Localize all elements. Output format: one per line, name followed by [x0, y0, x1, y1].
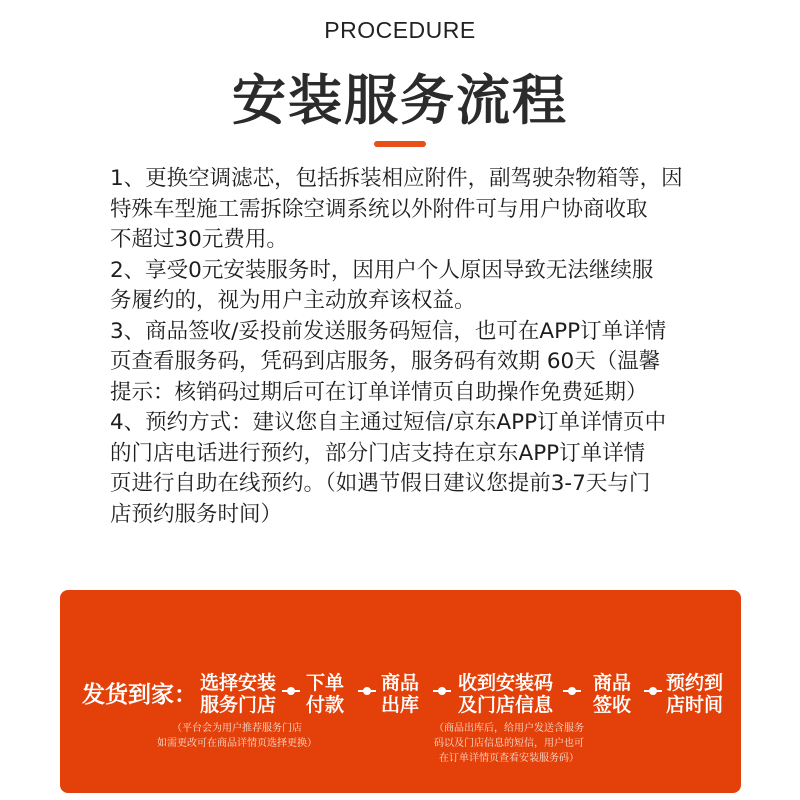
procedure-step-1: 1、更换空调滤芯，包括拆装相应附件，副驾驶杂物箱等，因 特殊车型施工需拆除空调系统以外附件可与用户协商收取 不超过30元费用。: [110, 166, 683, 252]
procedure-list: [110, 164, 700, 530]
procedure-step-3: 3、商品签收/妥投前发送服务码短信，也可在APP订单详情 页查看服务码，凭码到店服务，服务码有效期 60天（温馨 提示：核销码过期后可在订单详情页自助操作免费延期）: [110, 318, 667, 405]
flow-lead-label: 发货到家：: [82, 682, 197, 708]
flow-step-select-store: 选择安装 服务门店: [200, 672, 277, 716]
flow-connector-dot-icon: [433, 690, 451, 692]
flow-step-receive-code: 收到安装码 及门店信息: [458, 672, 554, 716]
flow-note-store: （平台会为用户推荐服务门店 如需更改可在商品详情页选择更换）: [157, 723, 317, 749]
flow-connector-dot-icon: [563, 690, 581, 692]
delivery-flow-banner: [60, 590, 741, 793]
title-underline: [374, 141, 426, 147]
flow-step-ship-out: 商品 出库: [381, 672, 420, 716]
flow-connector-dot-icon: [358, 690, 376, 692]
flow-step-order-pay: 下单 付款: [306, 672, 345, 716]
section-eyebrow: PROCEDURE: [324, 17, 476, 43]
flow-step-sign-receipt: 商品 签收: [593, 672, 632, 716]
flow-step-book-time: 预约到 店时间: [666, 672, 724, 716]
procedure-step-4: 4、预约方式：建议您自主通过短信/京东APP订单详情页中 的门店电话进行预约，部分门店支持在京东APP订单详情 页进行自助在线预约。（如遇节假日建议您提前3-7天与门 店预约服务时间）: [110, 410, 667, 527]
page-title: 安装服务流程: [232, 69, 568, 132]
flow-note-code: （商品出库后，给用户发送含服务 码以及门店信息的短信，用户也可 在订单详情页查看安装服务码）: [434, 723, 584, 764]
procedure-step-2: 2、享受0元安装服务时，因用户个人原因导致无法继续服 务履约的，视为用户主动放弃该权益。: [110, 257, 654, 313]
flow-connector-dot-icon: [282, 690, 300, 692]
flow-connector-dot-icon: [644, 690, 662, 692]
